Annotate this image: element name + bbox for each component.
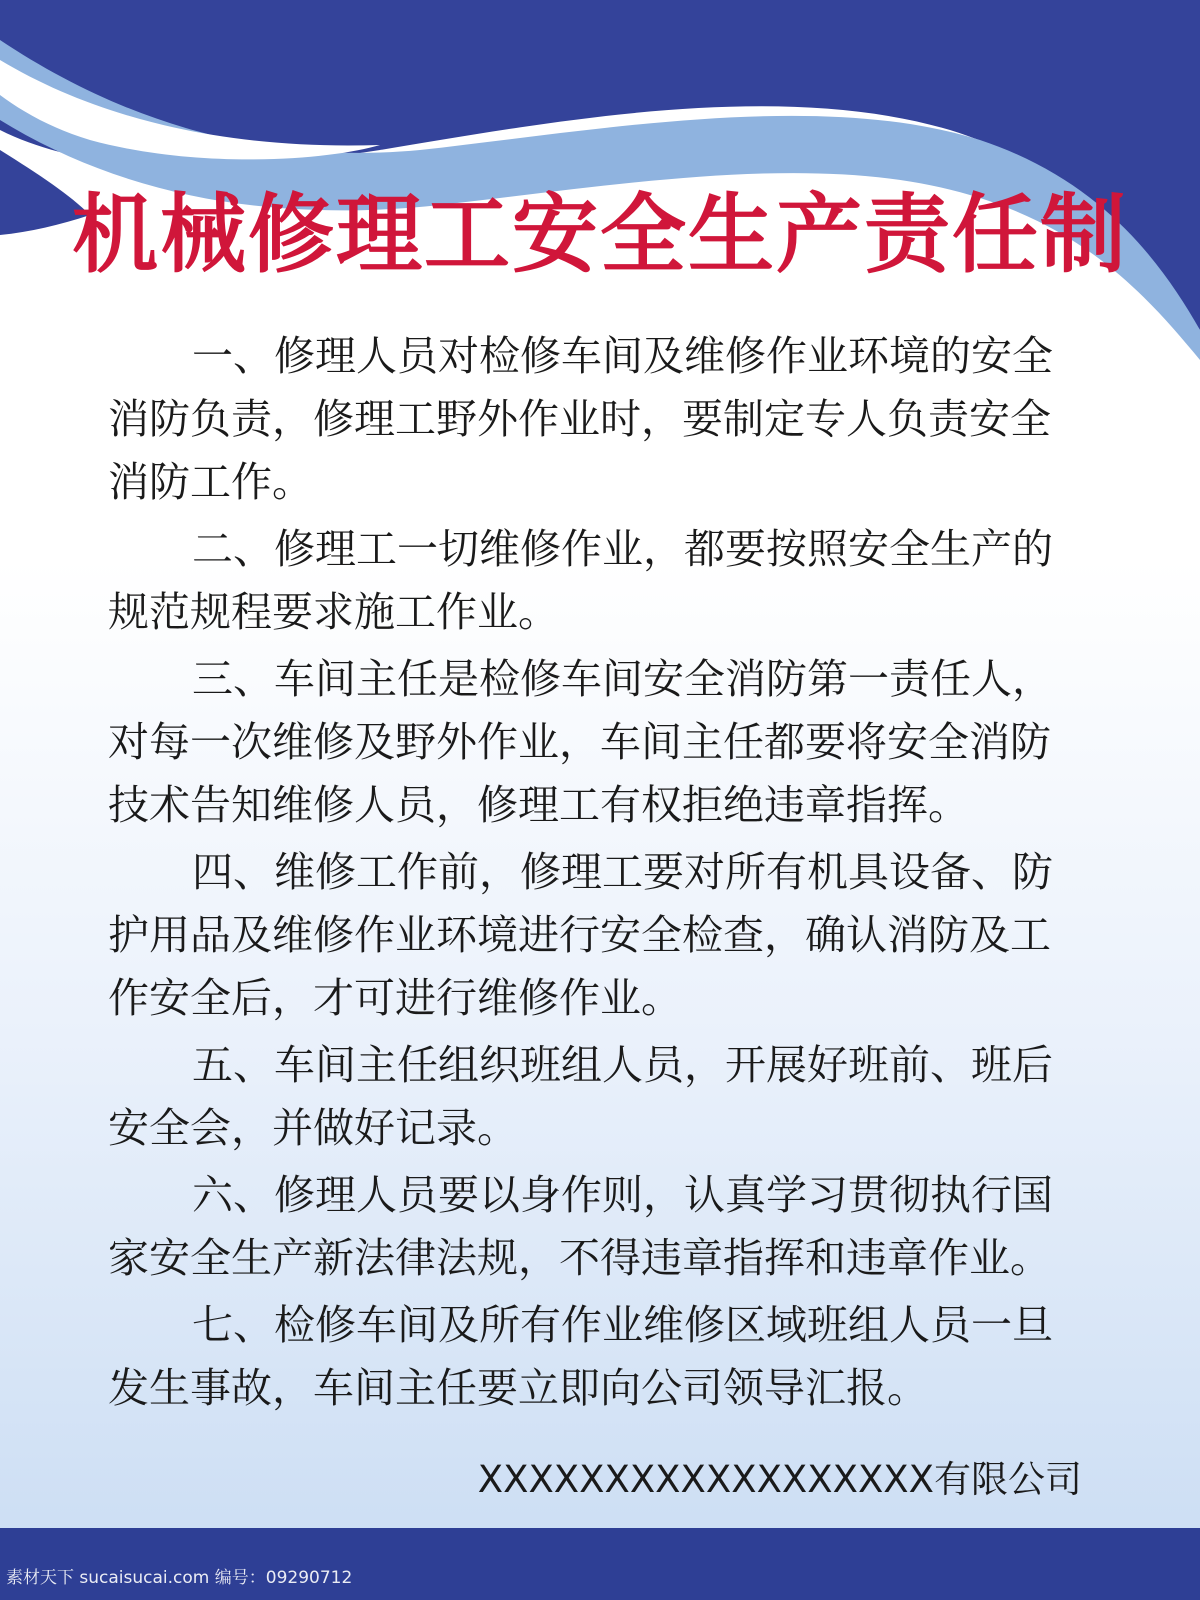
watermark-text: 素材天下 sucaisucai.com 编号：09290712 (6, 1568, 353, 1588)
header-wave-decoration (0, 0, 1200, 360)
clause-3: 三、车间主任是检修车间安全消防第一责任人，对每一次维修及野外作业，车间主任都要将安全消防技术告知维修人员，修理工有权拒绝违章指挥。 (108, 655, 1053, 829)
clause-6: 六、修理人员要以身作则，认真学习贯彻执行国家安全生产新法律法规，不得违章指挥和违章作业。 (108, 1171, 1053, 1282)
clause-4: 四、维修工作前，修理工要对所有机具设备、防护用品及维修作业环境进行安全检查，确认消防及工作安全后，才可进行维修作业。 (108, 848, 1053, 1022)
clause-1: 一、修理人员对检修车间及维修作业环境的安全消防负责，修理工野外作业时，要制定专人负责安全消防工作。 (108, 332, 1053, 506)
company-name: XXXXXXXXXXXXXXXXXX有限公司 (477, 1458, 1082, 1501)
responsibility-list (108, 325, 1088, 1424)
clause-7: 七、检修车间及所有作业维修区域班组人员一旦发生事故，车间主任要立即向公司领导汇报。 (108, 1301, 1053, 1412)
page-title: 机械修理工安全生产责任制 (72, 185, 1128, 285)
clause-2: 二、修理工一切维修作业，都要按照安全生产的规范规程要求施工作业。 (108, 525, 1053, 636)
clause-5: 五、车间主任组织班组人员，开展好班前、班后安全会，并做好记录。 (108, 1041, 1053, 1152)
